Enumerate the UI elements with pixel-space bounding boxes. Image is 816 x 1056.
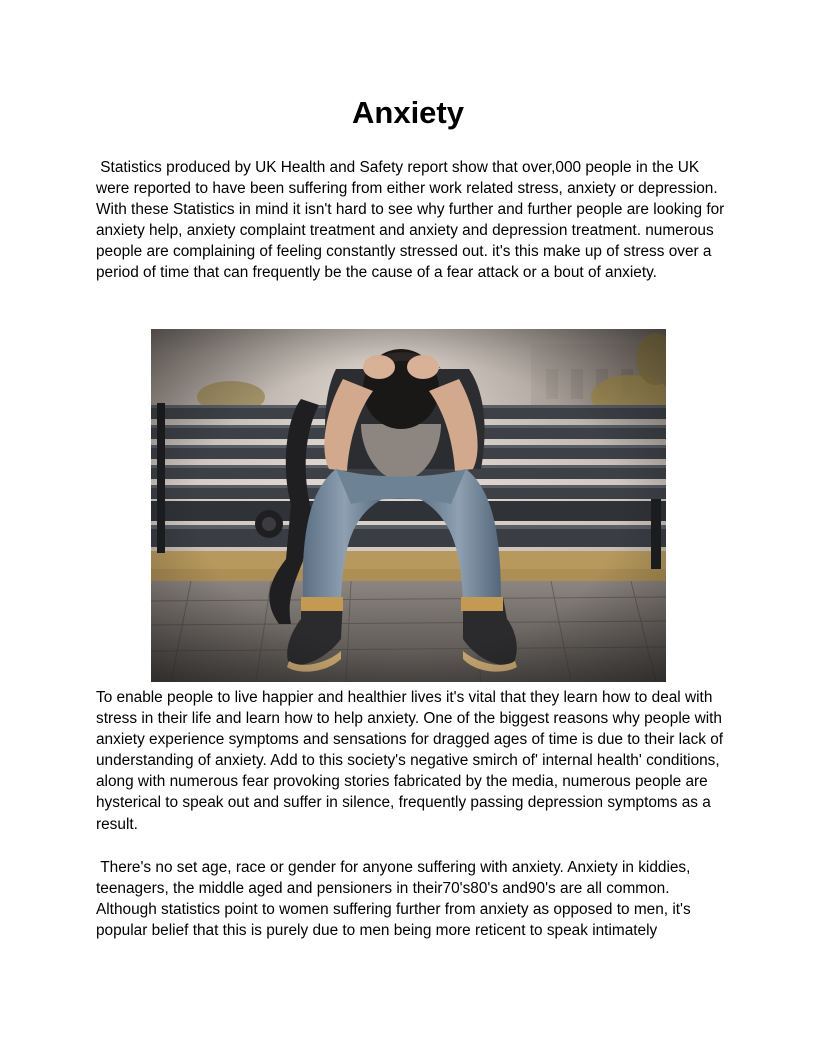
paragraph-demographics: There's no set age, race or gender for anyone suffering with anxiety. Anxiety in kiddies, teenagers, the middle aged and pensioners in their70's80's and90's are all common. Although statistics point to women suffering further from anxiety as opposed to men, it's popular belief that this is purely due to men being more reticent to speak intimately [96,859,695,940]
paragraph-intro: Statistics produced by UK Health and Safety report show that over,000 people in the UK were reported to have been suffering from either work related stress, anxiety or depression. With these Statistics in mind it isn't hard to see why further and further people are looking for anxiety help, anxiety complaint treatment and anxiety and depression treatment. numerous people are complaining of feeling constantly stressed out. it's this make up of stress over a period of time that can frequently be the cause of a fear attack or a bout of anxiety. [96,159,729,282]
page-title: Anxiety [352,95,464,130]
person-on-bench-photo [151,329,666,682]
paragraph-stress: To enable people to live happier and healthier lives it's vital that they learn how to deal with stress in their life and learn how to help anxiety. One of the biggest reasons why people with anxiety experience symptoms and sensations for dragged ages of time is due to their lack of understanding of anxiety. Add to this society's negative smirch of' internal health' conditions, along with numerous fear provoking stories fabricated by the media, numerous people are hysterical to speak out and suffer in silence, frequently passing depression symptoms as a result. [96,689,728,833]
